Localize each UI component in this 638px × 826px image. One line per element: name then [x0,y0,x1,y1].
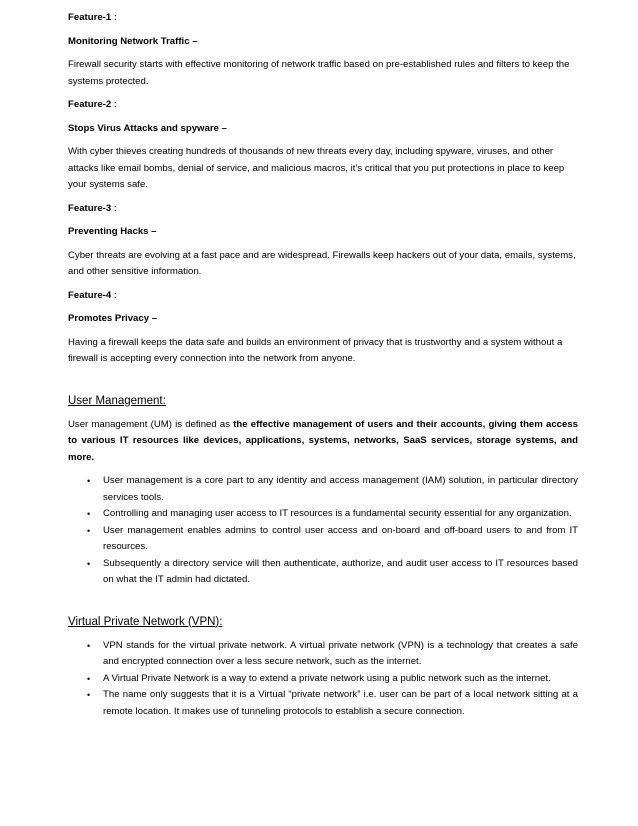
list-item [68,638,578,671]
user-management-section [68,393,578,589]
list-item [68,473,578,506]
intro-text: User management (UM) is defined as [68,418,234,430]
list-item [68,556,578,589]
feature-subtitle: Monitoring Network Traffic – [68,35,198,47]
list-item-text: A Virtual Private Network is a way to extend a private network using a public network such as the internet. [103,672,551,684]
list-item-text: User management is a core part to any identity and access management (IAM) solution, in particular directory services tools. [103,475,578,503]
bullet-icon: • [87,690,91,700]
vpn-section [68,614,578,721]
list-item-text: VPN stands for the virtual private network. A virtual private network (VPN) is a technology that creates a safe and encrypted connection over a less secure network, such as the internet. [103,639,578,667]
list-item-text: User management enables admins to control user access and on-board and off-board users to and from IT resources. [103,524,578,552]
feature-title: Feature-2 : [68,99,118,110]
section-heading: Virtual Private Network (VPN): [68,615,223,628]
list-item [68,506,578,523]
feature-title: Feature-3 : [68,202,118,214]
list-item-text: Subsequently a directory service will then authenticate, authorize, and audit user access to IT resources based on what the IT admin had dictated. [103,557,578,585]
feature-section [68,288,578,368]
list-item-text: The name only suggests that it is a Virtual “private network” i.e. user can be part of a local network sitting at a remote location. It makes use of tunneling protocols to establish a secure connection. [103,689,578,717]
feature-section [68,201,578,281]
feature-section [68,97,578,194]
bullet-icon: • [87,558,91,569]
bullet-icon: • [87,509,91,519]
feature-subtitle: Stops Virus Attacks and spyware – [68,122,227,134]
list-item-text: Controlling and managing user access to IT resources is a fundamental security essential for any organization. [103,508,572,519]
feature-section [68,10,578,90]
bullet-icon: • [87,476,91,486]
feature-description: Having a firewall keeps the data safe and builds an environment of privacy that is trustworthy and a system without a firewall is accepting every connection into the network from anyone. [68,336,563,364]
list-item [68,671,578,688]
bullet-icon: • [87,640,91,651]
section-heading: User Management: [68,394,166,407]
feature-subtitle: Promotes Privacy – [68,313,158,324]
feature-description: With cyber thieves creating hundreds of thousands of new threats every day, including spyware, viruses, and other attacks like email bombs, denial of service, and malicious macros, it’s critical that you put protections in place to keep your systems safe. [68,146,565,190]
feature-subtitle: Preventing Hacks – [68,226,157,237]
bullet-icon: • [87,673,91,684]
bullet-list [68,638,578,721]
list-item [68,687,578,720]
feature-description: Cyber threats are evolving at a fast pace and are widespread. Firewalls keep hackers out of your data, emails, systems, and other sensitive information. [68,249,576,277]
feature-title: Feature-1 : [68,12,118,23]
document-page [68,10,578,727]
section-intro [68,417,578,467]
feature-description: Firewall security starts with effective monitoring of network traffic based on pre-established rules and filters to keep the systems protected. [68,59,570,87]
bullet-list [68,473,578,589]
intro-bold-text: the effective management of users and their accounts, giving them access to various IT resources like devices, applications, systems, networks, SaaS services, storage systems, and more. [68,418,578,463]
feature-title: Feature-4 : [68,289,118,301]
list-item [68,523,578,556]
bullet-icon: • [87,525,91,536]
